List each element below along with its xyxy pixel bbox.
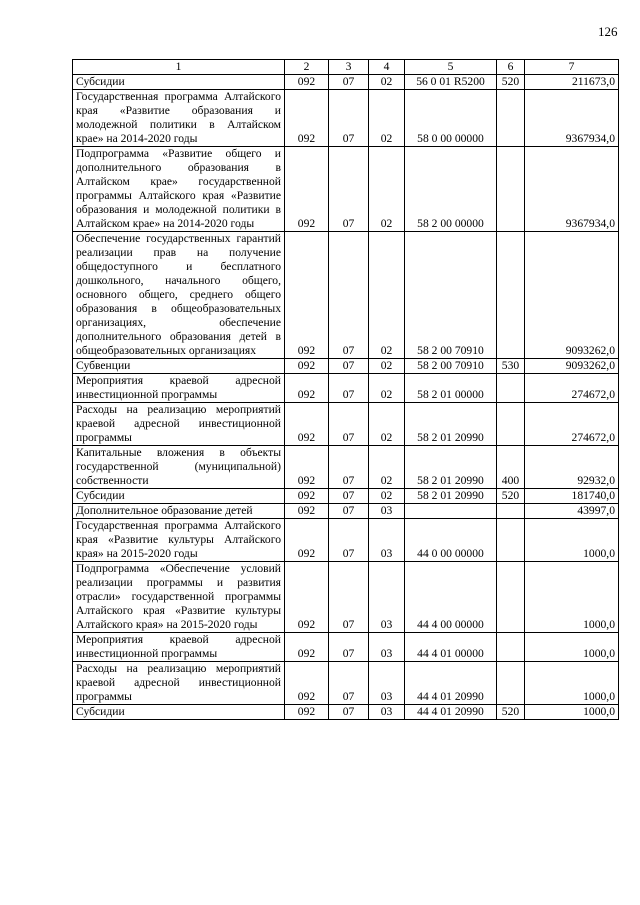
section-code: 07 bbox=[329, 359, 369, 374]
section-code: 07 bbox=[329, 374, 369, 403]
header-cell: 3 bbox=[329, 60, 369, 75]
expense-name: Капитальные вложения в объекты государственной (муниципальной) собственности bbox=[73, 446, 285, 489]
ved-code: 092 bbox=[285, 446, 329, 489]
amount: 9367934,0 bbox=[525, 90, 619, 147]
subsection-code: 02 bbox=[369, 90, 405, 147]
subsection-code: 02 bbox=[369, 75, 405, 90]
expense-type-code bbox=[497, 374, 525, 403]
ved-code: 092 bbox=[285, 403, 329, 446]
section-code: 07 bbox=[329, 633, 369, 662]
table-row bbox=[73, 489, 619, 504]
subsection-code: 02 bbox=[369, 232, 405, 359]
expense-name: Обеспечение государственных гарантий реализации прав на получение общедоступного и бесплатного дошкольного, начального общего, основного общего, среднего общего образования в общеобразовательных организациях, обеспечение дополнительного образования детей в общеобразовательных организациях bbox=[73, 232, 285, 359]
amount: 9093262,0 bbox=[525, 359, 619, 374]
target-article-code: 58 2 00 00000 bbox=[405, 147, 497, 232]
header-cell: 1 bbox=[73, 60, 285, 75]
subsection-code: 02 bbox=[369, 147, 405, 232]
table-row bbox=[73, 403, 619, 446]
subsection-code: 03 bbox=[369, 705, 405, 720]
expense-type-code bbox=[497, 147, 525, 232]
section-code: 07 bbox=[329, 147, 369, 232]
ved-code: 092 bbox=[285, 359, 329, 374]
section-code: 07 bbox=[329, 705, 369, 720]
amount: 211673,0 bbox=[525, 75, 619, 90]
table-row bbox=[73, 232, 619, 359]
section-code: 07 bbox=[329, 232, 369, 359]
expense-type-code bbox=[497, 504, 525, 519]
table-row bbox=[73, 562, 619, 633]
table-row bbox=[73, 90, 619, 147]
expense-name: Государственная программа Алтайского края «Развитие образования и молодежной политики в Алтайском крае» на 2014-2020 годы bbox=[73, 90, 285, 147]
expense-name: Субсидии bbox=[73, 489, 285, 504]
section-code: 07 bbox=[329, 446, 369, 489]
subsection-code: 03 bbox=[369, 633, 405, 662]
target-article-code bbox=[405, 504, 497, 519]
amount: 92932,0 bbox=[525, 446, 619, 489]
section-code: 07 bbox=[329, 489, 369, 504]
expense-type-code: 520 bbox=[497, 75, 525, 90]
amount: 9367934,0 bbox=[525, 147, 619, 232]
target-article-code: 44 4 01 20990 bbox=[405, 705, 497, 720]
page-number: 126 bbox=[598, 24, 618, 39]
section-code: 07 bbox=[329, 662, 369, 705]
amount: 1000,0 bbox=[525, 633, 619, 662]
ved-code: 092 bbox=[285, 519, 329, 562]
header-cell: 7 bbox=[525, 60, 619, 75]
ved-code: 092 bbox=[285, 662, 329, 705]
section-code: 07 bbox=[329, 403, 369, 446]
expense-type-code: 530 bbox=[497, 359, 525, 374]
amount: 1000,0 bbox=[525, 562, 619, 633]
ved-code: 092 bbox=[285, 147, 329, 232]
ved-code: 092 bbox=[285, 75, 329, 90]
amount: 274672,0 bbox=[525, 403, 619, 446]
expense-name: Мероприятия краевой адресной инвестиционной программы bbox=[73, 374, 285, 403]
ved-code: 092 bbox=[285, 562, 329, 633]
expense-name: Расходы на реализацию мероприятий краевой адресной инвестиционной программы bbox=[73, 662, 285, 705]
ved-code: 092 bbox=[285, 489, 329, 504]
expense-name: Государственная программа Алтайского края «Развитие культуры Алтайского края» на 2015-2020 годы bbox=[73, 519, 285, 562]
ved-code: 092 bbox=[285, 633, 329, 662]
subsection-code: 03 bbox=[369, 662, 405, 705]
expense-name: Подпрограмма «Обеспечение условий реализации программы и развития отрасли» государственной программы Алтайского края «Развитие культуры Алтайского края» на 2015-2020 годы bbox=[73, 562, 285, 633]
ved-code: 092 bbox=[285, 374, 329, 403]
table-row bbox=[73, 446, 619, 489]
expense-type-code bbox=[497, 562, 525, 633]
ved-code: 092 bbox=[285, 504, 329, 519]
amount: 1000,0 bbox=[525, 705, 619, 720]
expense-type-code bbox=[497, 519, 525, 562]
ved-code: 092 bbox=[285, 705, 329, 720]
subsection-code: 02 bbox=[369, 403, 405, 446]
table-row bbox=[73, 374, 619, 403]
expense-name: Дополнительное образование детей bbox=[73, 504, 285, 519]
ved-code: 092 bbox=[285, 90, 329, 147]
expense-type-code: 400 bbox=[497, 446, 525, 489]
table-row bbox=[73, 519, 619, 562]
target-article-code: 44 4 01 20990 bbox=[405, 662, 497, 705]
expense-type-code bbox=[497, 662, 525, 705]
expense-type-code bbox=[497, 403, 525, 446]
header-row bbox=[73, 60, 619, 75]
subsection-code: 03 bbox=[369, 519, 405, 562]
subsection-code: 03 bbox=[369, 504, 405, 519]
section-code: 07 bbox=[329, 90, 369, 147]
table-row bbox=[73, 504, 619, 519]
expense-type-code bbox=[497, 633, 525, 662]
table-row bbox=[73, 147, 619, 232]
table-row bbox=[73, 705, 619, 720]
ved-code: 092 bbox=[285, 232, 329, 359]
header-cell: 4 bbox=[369, 60, 405, 75]
section-code: 07 bbox=[329, 75, 369, 90]
expense-name: Подпрограмма «Развитие общего и дополнительного образования в Алтайском крае» государственной программы Алтайского края «Развитие образования и молодежной политики в Алтайском крае» на 2014-2020 годы bbox=[73, 147, 285, 232]
expense-name: Субвенции bbox=[73, 359, 285, 374]
subsection-code: 02 bbox=[369, 489, 405, 504]
table-row bbox=[73, 633, 619, 662]
section-code: 07 bbox=[329, 562, 369, 633]
subsection-code: 02 bbox=[369, 359, 405, 374]
subsection-code: 03 bbox=[369, 562, 405, 633]
expense-name: Расходы на реализацию мероприятий краевой адресной инвестиционной программы bbox=[73, 403, 285, 446]
target-article-code: 44 0 00 00000 bbox=[405, 519, 497, 562]
header-cell: 2 bbox=[285, 60, 329, 75]
amount: 181740,0 bbox=[525, 489, 619, 504]
target-article-code: 58 2 01 20990 bbox=[405, 446, 497, 489]
target-article-code: 44 4 00 00000 bbox=[405, 562, 497, 633]
header-cell: 6 bbox=[497, 60, 525, 75]
target-article-code: 58 2 01 20990 bbox=[405, 489, 497, 504]
expense-type-code bbox=[497, 232, 525, 359]
target-article-code: 58 2 00 70910 bbox=[405, 359, 497, 374]
amount: 9093262,0 bbox=[525, 232, 619, 359]
target-article-code: 58 2 00 70910 bbox=[405, 232, 497, 359]
table-row bbox=[73, 359, 619, 374]
expense-name: Субсидии bbox=[73, 75, 285, 90]
header-cell: 5 bbox=[405, 60, 497, 75]
target-article-code: 58 2 01 00000 bbox=[405, 374, 497, 403]
section-code: 07 bbox=[329, 504, 369, 519]
target-article-code: 44 4 01 00000 bbox=[405, 633, 497, 662]
subsection-code: 02 bbox=[369, 374, 405, 403]
amount: 1000,0 bbox=[525, 519, 619, 562]
expense-name: Мероприятия краевой адресной инвестиционной программы bbox=[73, 633, 285, 662]
table-row bbox=[73, 662, 619, 705]
expense-type-code: 520 bbox=[497, 705, 525, 720]
expense-name: Субсидии bbox=[73, 705, 285, 720]
table-row bbox=[73, 75, 619, 90]
subsection-code: 02 bbox=[369, 446, 405, 489]
amount: 43997,0 bbox=[525, 504, 619, 519]
section-code: 07 bbox=[329, 519, 369, 562]
expense-type-code: 520 bbox=[497, 489, 525, 504]
target-article-code: 58 2 01 20990 bbox=[405, 403, 497, 446]
amount: 1000,0 bbox=[525, 662, 619, 705]
budget-table bbox=[72, 59, 619, 720]
target-article-code: 56 0 01 R5200 bbox=[405, 75, 497, 90]
amount: 274672,0 bbox=[525, 374, 619, 403]
expense-type-code bbox=[497, 90, 525, 147]
target-article-code: 58 0 00 00000 bbox=[405, 90, 497, 147]
